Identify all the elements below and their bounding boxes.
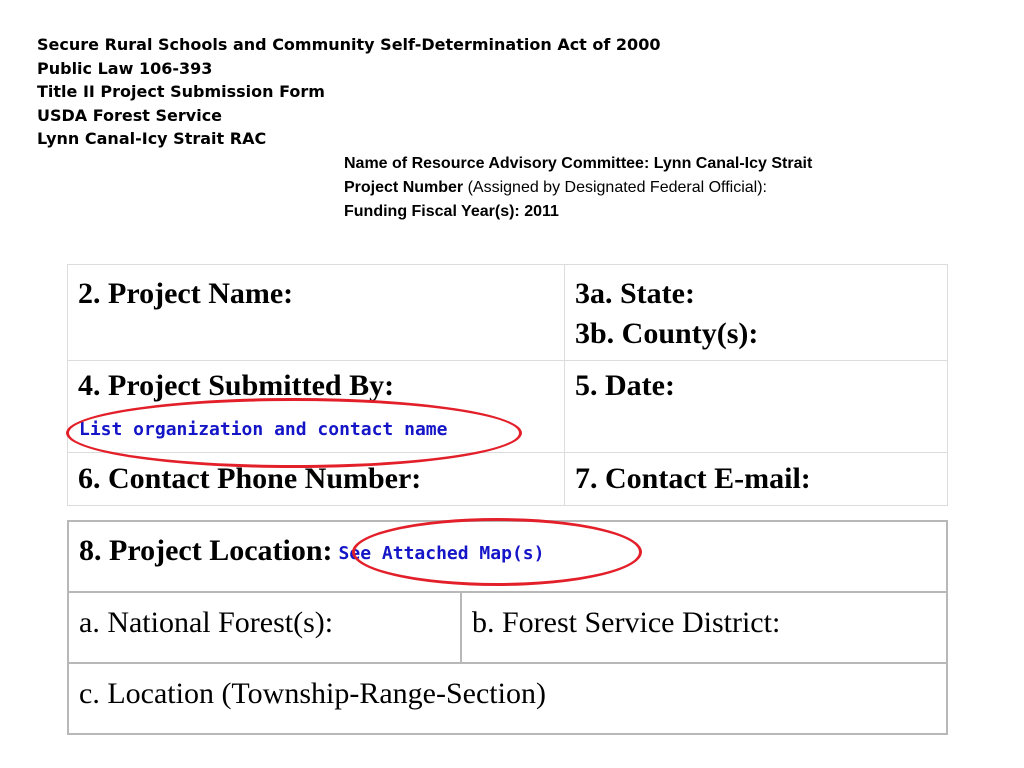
date-cell[interactable]	[565, 361, 948, 453]
table-row	[68, 361, 948, 453]
rac-name: Lynn Canal-Icy Strait RAC	[37, 129, 267, 148]
email-cell[interactable]	[565, 453, 948, 506]
funding-year-line: Funding Fiscal Year(s): 2011	[344, 203, 559, 220]
township-range-section-cell[interactable]	[68, 663, 947, 734]
table-row	[68, 663, 947, 734]
table-row	[68, 265, 948, 361]
committee-line: Name of Resource Advisory Committee: Lynn Canal-Icy Strait	[344, 155, 813, 172]
table-row	[68, 521, 947, 592]
project-location-table	[67, 520, 948, 735]
phone-label: 6. Contact Phone Number:	[78, 462, 422, 495]
state-county-cell[interactable]	[565, 265, 948, 361]
state-label: 3a. State:	[575, 277, 695, 310]
project-location-label: 8. Project Location:	[79, 534, 333, 567]
forest-district-label: b. Forest Service District:	[472, 606, 781, 639]
date-label: 5. Date:	[575, 369, 675, 402]
national-forest-label: a. National Forest(s):	[79, 606, 334, 639]
agency-name: USDA Forest Service	[37, 105, 223, 125]
national-forest-cell[interactable]	[68, 592, 461, 663]
project-info-table	[67, 264, 948, 506]
table-row	[68, 453, 948, 506]
phone-cell[interactable]	[68, 453, 565, 506]
forest-district-cell[interactable]	[461, 592, 947, 663]
table-row	[68, 592, 947, 663]
submitted-by-label: 4. Project Submitted By:	[78, 369, 395, 402]
project-number-line	[344, 176, 812, 200]
public-law: Public Law 106-393	[37, 58, 213, 78]
form-title: Title II Project Submission Form	[37, 82, 325, 101]
county-label: 3b. County(s):	[575, 317, 759, 350]
project-number-note: (Assigned by Designated Federal Official):	[463, 179, 767, 196]
submitted-by-note: List organization and contact name	[79, 419, 448, 440]
project-number-label: Project Number	[344, 179, 464, 196]
township-range-section-label: c. Location (Township-Range-Section)	[79, 677, 546, 710]
act-title: Secure Rural Schools and Community Self-Determination Act of 2000	[37, 35, 661, 54]
submitted-by-cell[interactable]	[68, 361, 565, 453]
project-location-note: See Attached Map(s)	[338, 543, 545, 564]
project-name-cell[interactable]	[68, 265, 565, 361]
email-label: 7. Contact E-mail:	[575, 462, 811, 495]
rac-info-block	[344, 152, 812, 224]
project-location-cell[interactable]	[68, 521, 947, 592]
document-header	[37, 33, 660, 151]
project-name-label: 2. Project Name:	[78, 277, 294, 310]
